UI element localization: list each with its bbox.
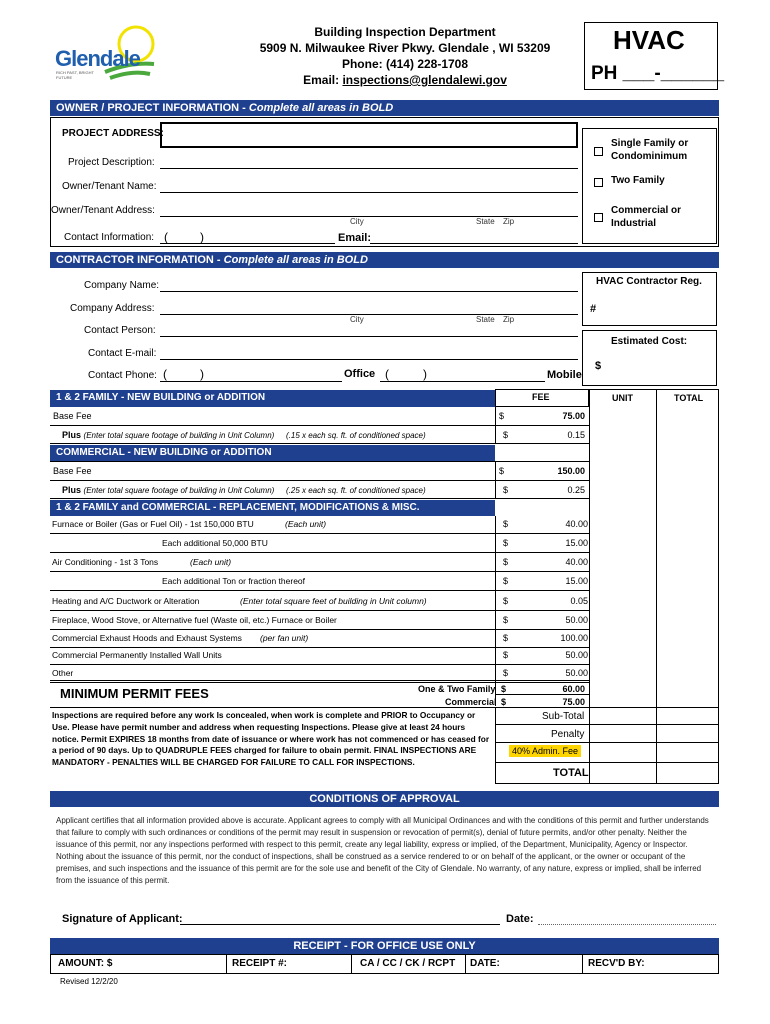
form-type: HVAC: [613, 25, 685, 55]
signature-date-field[interactable]: [538, 924, 716, 925]
receipt-amount-label: AMOUNT: $: [58, 958, 113, 969]
section1-band: [50, 390, 495, 407]
misc-item-dollar: $: [503, 557, 509, 567]
receipt-date-label: DATE:: [470, 958, 500, 969]
mobile-paren-close: ): [423, 367, 427, 381]
office-label: Office: [344, 368, 376, 380]
logo-tagline: RICH PAST, BRIGHT FUTURE: [56, 70, 94, 80]
single-family-checkbox[interactable]: [594, 147, 603, 156]
conditions-band: [50, 791, 719, 807]
s2-rate: (.25 x each sq. ft. of conditioned space): [286, 486, 426, 495]
company-name-field[interactable]: [160, 291, 578, 292]
dept-phone: Phone: (414) 228-1708: [341, 57, 469, 71]
s1-base-fee: 75.00: [562, 411, 585, 421]
contact-paren-close: ): [200, 230, 204, 244]
commercial-checkbox[interactable]: [594, 213, 603, 222]
s2-base-fee: 150.00: [557, 466, 585, 476]
misc-item-dollar: $: [503, 538, 509, 548]
company-name-label: Company Name:: [84, 280, 160, 291]
two-family-checkbox[interactable]: [594, 178, 603, 187]
row-divider: [50, 461, 589, 462]
project-address-field[interactable]: [160, 122, 578, 148]
company-state-label: State: [476, 315, 495, 324]
misc-item-label: Heating and A/C Ductwork or Alteration: [52, 596, 200, 606]
col-divider: [351, 954, 352, 974]
row-divider: [50, 571, 589, 572]
min-one-two-dollar: $: [501, 684, 507, 694]
owner-zip-label: Zip: [503, 217, 515, 226]
contractor-reg-label: HVAC Contractor Reg.: [596, 276, 702, 287]
s2-base-dollar: $: [499, 466, 505, 476]
s1-plus-fee: 0.15: [567, 430, 585, 440]
contractor-office-field[interactable]: [160, 381, 342, 382]
signature-field[interactable]: [180, 924, 500, 925]
single-family-label: Single Family or Condominimum: [611, 138, 689, 162]
contractor-paren-close: ): [200, 367, 204, 381]
contractor-phone-label: Contact Phone:: [88, 370, 157, 381]
contact-person-label: Contact Person:: [84, 325, 156, 336]
misc-item-fee: 50.00: [565, 668, 588, 678]
misc-item-dollar: $: [503, 596, 509, 606]
misc-item-fee: 100.00: [560, 633, 588, 643]
revised-date: Revised 12/2/20: [60, 977, 118, 986]
dept-name: Building Inspection Department: [314, 25, 496, 39]
estimated-cost-dollar: $: [595, 360, 602, 372]
section2-title: COMMERCIAL - NEW BUILDING or ADDITION: [56, 447, 272, 458]
project-description-label: Project Description:: [68, 157, 155, 168]
section1-title: 1 & 2 FAMILY - NEW BUILDING or ADDITION: [56, 392, 266, 403]
company-address-label: Company Address:: [70, 303, 155, 314]
receipt-method-label: CA / CC / CK / RCPT: [360, 958, 456, 969]
plus-label: Plus: [62, 485, 82, 495]
col-divider: [465, 954, 466, 974]
contact-email-field[interactable]: [160, 359, 578, 360]
s2-plus-fee: 0.25: [567, 485, 585, 495]
misc-item-dollar: $: [503, 668, 509, 678]
row-divider: [495, 742, 719, 743]
contractor-mobile-field[interactable]: [380, 381, 545, 382]
receipt-number-label: RECEIPT #:: [232, 958, 288, 969]
row-divider: [50, 443, 589, 444]
logo-text: Glendale: [55, 46, 140, 71]
misc-item-label: Commercial Exhaust Hoods and Exhaust Systems: [52, 633, 242, 643]
row-divider: [50, 480, 589, 481]
plus-note: (Enter total square footage of building in Unit Column): [83, 431, 275, 440]
contractor-band: [50, 252, 719, 268]
misc-item-note: (Each unit): [190, 557, 232, 567]
commercial-label: Commercial or Industrial: [611, 205, 682, 229]
owner-band: [50, 100, 719, 116]
s2-plus-dollar: $: [503, 485, 509, 495]
misc-item-label: Air Conditioning - 1st 3 Tons: [52, 557, 159, 567]
plus-note: (Enter total square footage of building in Unit Column): [83, 486, 275, 495]
company-address-field[interactable]: [160, 314, 578, 315]
row-divider: [50, 552, 589, 553]
signature-label: Signature of Applicant:: [62, 913, 183, 925]
misc-item-dollar: $: [503, 650, 509, 660]
dept-address: 5909 N. Milwaukee River Pkwy. Glendale , WI 53209: [259, 41, 551, 55]
col-divider: [495, 461, 496, 498]
estimated-cost-label: Estimated Cost:: [611, 336, 688, 347]
plus-label: Plus: [62, 430, 82, 440]
row-divider: [50, 682, 589, 683]
owner-address-label: Owner/Tenant Address:: [51, 205, 155, 216]
min-commercial-fee: 75.00: [562, 697, 585, 707]
signature-date-label: Date:: [506, 913, 534, 925]
section2-band: [50, 445, 495, 461]
row-divider: [50, 664, 589, 665]
misc-item-dollar: $: [503, 615, 509, 625]
row-divider: [50, 498, 589, 499]
company-zip-label: Zip: [503, 315, 515, 324]
email-label: Email:: [303, 73, 343, 87]
contact-phone-field[interactable]: [160, 243, 335, 244]
owner-state-label: State: [476, 217, 495, 226]
misc-item-fee: 0.05: [570, 596, 588, 606]
misc-item-note: (Enter total square feet of building in Unit column): [240, 596, 427, 606]
conditions-text: Applicant certifies that all information provided above is accurate. Applicant agrees to comply with all Municipal Ordinances and with the conditions of this permit and further understands that failure to comply with such ordinances or conditions of the permit may result in suspension or revocation of permit(s), denial of future permits, and/or other penalty. Neither the issuance of this permit, nor any inspections performed with respect to this permit, create any legal liability, express or implied, of the Department, Municipality, Agency or Inspector. Nothing about the issuance of this permit, nor the conduct of inspections, shall be construed as a service rendered to or on behalf of the applicant, or the owner or occupant of the premises, and such inspections and the issuance of this permit are for the sole use and benefit of the City of Glendale. No warranty, of any nature, express or implied, shall be inferred from the issuance of this permit.: [56, 816, 709, 885]
contractor-band-note: Complete all areas in BOLD: [223, 254, 368, 266]
col-unit-label: UNIT: [612, 393, 633, 403]
admin-fee-label: 40% Admin. Fee: [509, 745, 581, 757]
misc-item-fee: 50.00: [565, 650, 588, 660]
s2-plus-row: [62, 485, 274, 495]
s1-base-dollar: $: [499, 411, 505, 421]
contractor-paren-open: (: [163, 367, 167, 381]
min-fees-title: MINIMUM PERMIT FEES: [60, 686, 209, 701]
contact-person-field[interactable]: [160, 336, 578, 337]
misc-item-fee: 50.00: [565, 615, 588, 625]
misc-item-note: (per fan unit): [260, 633, 309, 643]
project-description-field[interactable]: [160, 168, 578, 169]
contact-paren-open: (: [164, 230, 168, 244]
row-divider: [50, 610, 589, 611]
row-divider: [50, 425, 589, 426]
mobile-label: Mobile: [547, 369, 582, 381]
owner-email-label: Email:: [338, 232, 372, 244]
row-divider: [50, 590, 589, 591]
section3-band: [50, 500, 495, 516]
contact-email-label: Contact E-mail:: [88, 348, 157, 359]
conditions-title: CONDITIONS OF APPROVAL: [309, 793, 460, 805]
company-city-label: City: [350, 315, 364, 324]
contractor-band-title: CONTRACTOR INFORMATION -: [56, 254, 224, 266]
total-label: TOTAL: [553, 767, 589, 779]
s1-plus-dollar: $: [503, 430, 509, 440]
misc-item-fee: 15.00: [565, 576, 588, 586]
penalty-label: Penalty: [551, 729, 585, 740]
ph-number: PH ___-______: [591, 63, 725, 84]
receipt-band: [50, 938, 719, 954]
misc-item-label: Commercial Permanently Installed Wall Units: [52, 650, 222, 660]
s1-base-label: Base Fee: [53, 411, 92, 421]
dept-email-line: [240, 72, 570, 88]
contact-info-label: Contact Information:: [64, 232, 155, 243]
two-family-label: Two Family: [611, 175, 665, 186]
min-commercial-dollar: $: [501, 697, 507, 707]
row-divider: [50, 533, 589, 534]
subtotal-label: Sub-Total: [542, 711, 585, 722]
logo: [50, 22, 160, 84]
misc-item-label: Each additional Ton or fraction thereof: [162, 576, 306, 586]
dept-header: [240, 24, 570, 88]
col-divider: [495, 516, 496, 706]
misc-item-dollar: $: [503, 519, 509, 529]
col-divider: [582, 954, 583, 974]
misc-item-note: (Each unit): [285, 519, 327, 529]
form-type-box: [584, 22, 725, 90]
row-divider: [50, 680, 589, 681]
owner-email-field[interactable]: [370, 243, 578, 244]
misc-item-dollar: $: [503, 633, 509, 643]
row-divider: [50, 629, 589, 630]
misc-item-label: Furnace or Boiler (Gas or Fuel Oil) - 1st 150,000 BTU: [52, 519, 254, 529]
misc-item-label: Other: [52, 668, 74, 678]
receipt-recvd-label: RECV'D BY:: [588, 958, 645, 969]
row-divider: [495, 724, 719, 725]
owner-address-field[interactable]: [160, 216, 578, 217]
inspection-notice: Inspections are required before any work Is concealed, when work is complete and PRIOR to Occupancy or Use. Please have permit number and address when requesting Inspections. Please give at least 24 hours notice. Permit EXPIRES 18 months from date of issuance or where work has not commenced or has ceased for a period of 90 days. Up to QUADRUPLE FEES charged for failure to obain permit. FINAL INSPECTIONS ARE MANDATORY - PENALTIES WILL BE CHARGED FOR FAILURE TO CALL FOR INSPECTIONS.: [52, 710, 490, 768]
s1-rate: (.15 x each sq. ft. of conditioned space): [286, 431, 426, 440]
mobile-paren-open: (: [385, 367, 389, 381]
col-divider: [226, 954, 227, 974]
owner-city-label: City: [350, 217, 364, 226]
misc-item-fee: 15.00: [565, 538, 588, 548]
owner-band-title: OWNER / PROJECT INFORMATION -: [56, 102, 249, 114]
row-divider: [495, 694, 589, 695]
misc-item-label: Each additional 50,000 BTU: [162, 538, 268, 548]
receipt-title: RECEIPT - FOR OFFICE USE ONLY: [293, 940, 476, 952]
owner-name-label: Owner/Tenant Name:: [62, 181, 157, 192]
owner-band-note: Complete all areas in BOLD: [248, 102, 394, 114]
misc-item-fee: 40.00: [565, 519, 588, 529]
col-total-label: TOTAL: [674, 393, 704, 403]
row-divider: [50, 647, 589, 648]
min-commercial-label: Commercial: [445, 697, 497, 707]
section3-title: 1 & 2 FAMILY and COMMERCIAL - REPLACEMENT, MODIFICATIONS & MISC.: [56, 502, 420, 513]
col-fee-label: FEE: [532, 392, 550, 402]
misc-item-dollar: $: [503, 576, 509, 586]
col-divider: [495, 407, 496, 443]
row-divider: [495, 762, 719, 763]
min-one-two-fee: 60.00: [562, 684, 585, 694]
min-one-two-label: One & Two Family: [418, 684, 496, 694]
contractor-reg-hash: #: [590, 303, 597, 315]
project-address-label: PROJECT ADDRESS:: [62, 128, 164, 139]
owner-name-field[interactable]: [160, 192, 578, 193]
misc-item-fee: 40.00: [565, 557, 588, 567]
misc-item-label: Fireplace, Wood Stove, or Alternative fuel (Waste oil, etc.) Furnace or Boiler: [52, 615, 337, 625]
s1-plus-row: [62, 430, 274, 440]
s2-base-label: Base Fee: [53, 466, 92, 476]
dept-email[interactable]: inspections@glendalewi.gov: [342, 73, 507, 87]
